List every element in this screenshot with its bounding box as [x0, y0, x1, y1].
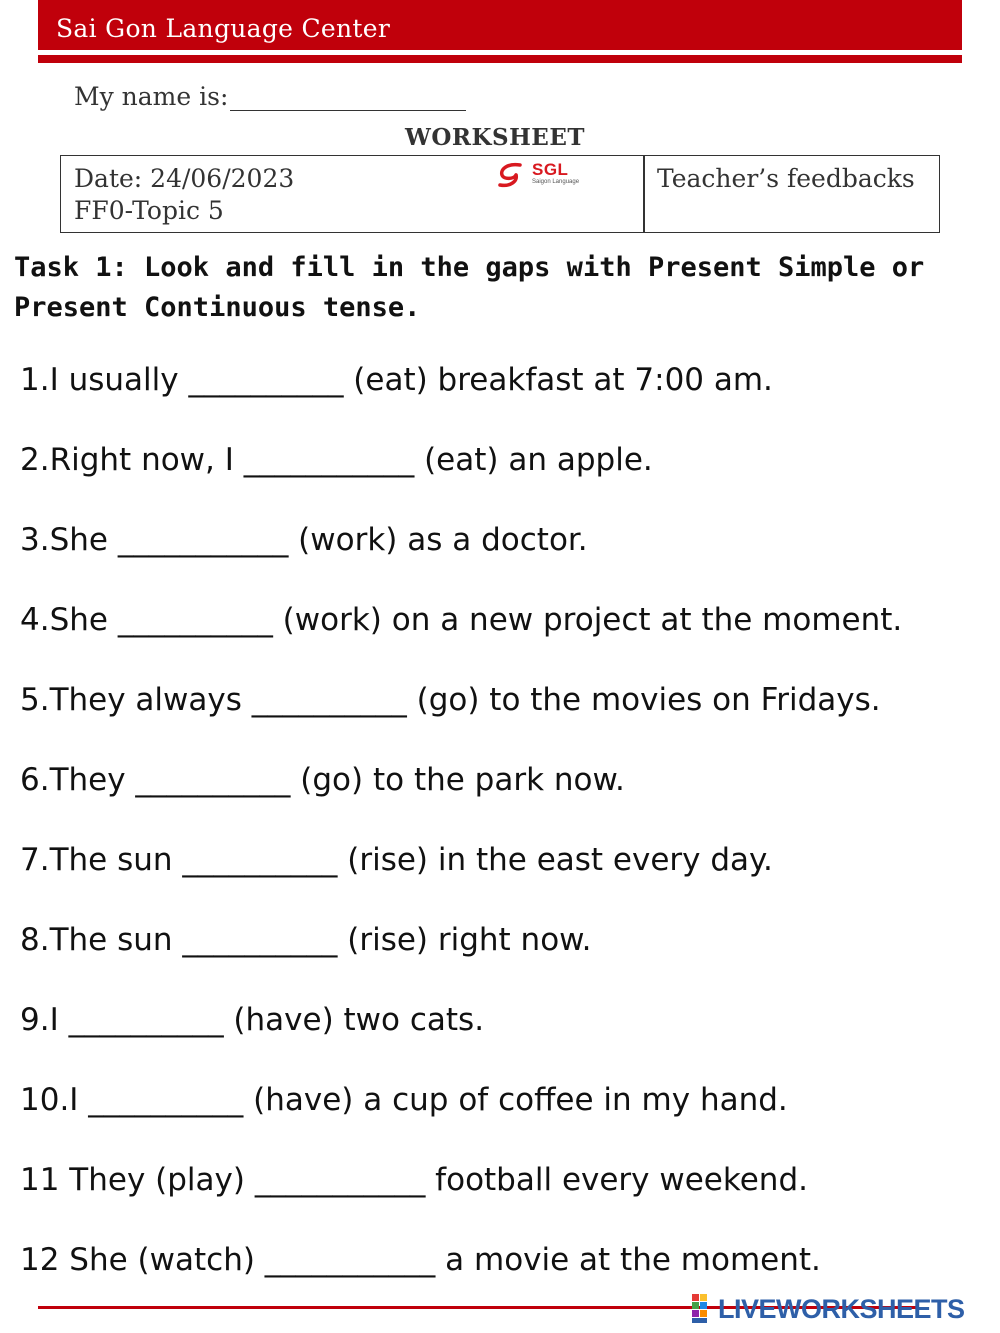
- topic-text: FF0-Topic 5: [74, 196, 224, 225]
- logo-subtext: Saigon Language: [532, 179, 580, 185]
- task-line-2: Present Continuous tense.: [14, 292, 421, 323]
- teacher-feedback-label: Teacher’s feedbacks: [657, 164, 915, 193]
- question-1[interactable]: 1.I usually __________ (eat) breakfast at 7:00 am.: [20, 362, 773, 398]
- liveworksheets-logo-icon: [692, 1294, 714, 1324]
- question-10[interactable]: 10.I __________ (have) a cup of coffee in my hand.: [20, 1082, 788, 1118]
- question-5[interactable]: 5.They always __________ (go) to the movies on Fridays.: [20, 682, 881, 718]
- logo-text: SGL: [532, 160, 569, 179]
- sgl-logo: [494, 160, 586, 190]
- date-text: Date: 24/06/2023: [74, 164, 295, 193]
- question-7[interactable]: 7.The sun __________ (rise) in the east every day.: [20, 842, 773, 878]
- center-name: Sai Gon Language Center: [56, 14, 391, 43]
- name-line: [74, 82, 466, 111]
- info-divider: [643, 156, 645, 232]
- worksheet-title: WORKSHEET: [405, 124, 585, 151]
- header-underline: [38, 55, 962, 63]
- question-2[interactable]: 2.Right now, I ___________ (eat) an apple.: [20, 442, 653, 478]
- task-instruction: [14, 248, 974, 328]
- question-3[interactable]: 3.She ___________ (work) as a doctor.: [20, 522, 588, 558]
- question-11[interactable]: 11 They (play) ___________ football every weekend.: [20, 1162, 808, 1198]
- question-4[interactable]: 4.She __________ (work) on a new project at the moment.: [20, 602, 903, 638]
- info-box: [60, 155, 940, 233]
- task-line-1: Task 1: Look and fill in the gaps with Present Simple or: [14, 252, 925, 283]
- question-6[interactable]: 6.They __________ (go) to the park now.: [20, 762, 625, 798]
- name-prompt: My name is:: [74, 82, 229, 111]
- liveworksheets-text: LIVEWORKSHEETS: [718, 1293, 965, 1324]
- name-blank[interactable]: [230, 88, 466, 111]
- question-8[interactable]: 8.The sun __________ (rise) right now.: [20, 922, 592, 958]
- liveworksheets-watermark: [692, 1292, 992, 1326]
- question-12[interactable]: 12 She (watch) ___________ a movie at the moment.: [20, 1242, 821, 1278]
- header-bar: [38, 0, 962, 50]
- question-9[interactable]: 9.I __________ (have) two cats.: [20, 1002, 485, 1038]
- sgl-swoosh-icon: [494, 161, 528, 189]
